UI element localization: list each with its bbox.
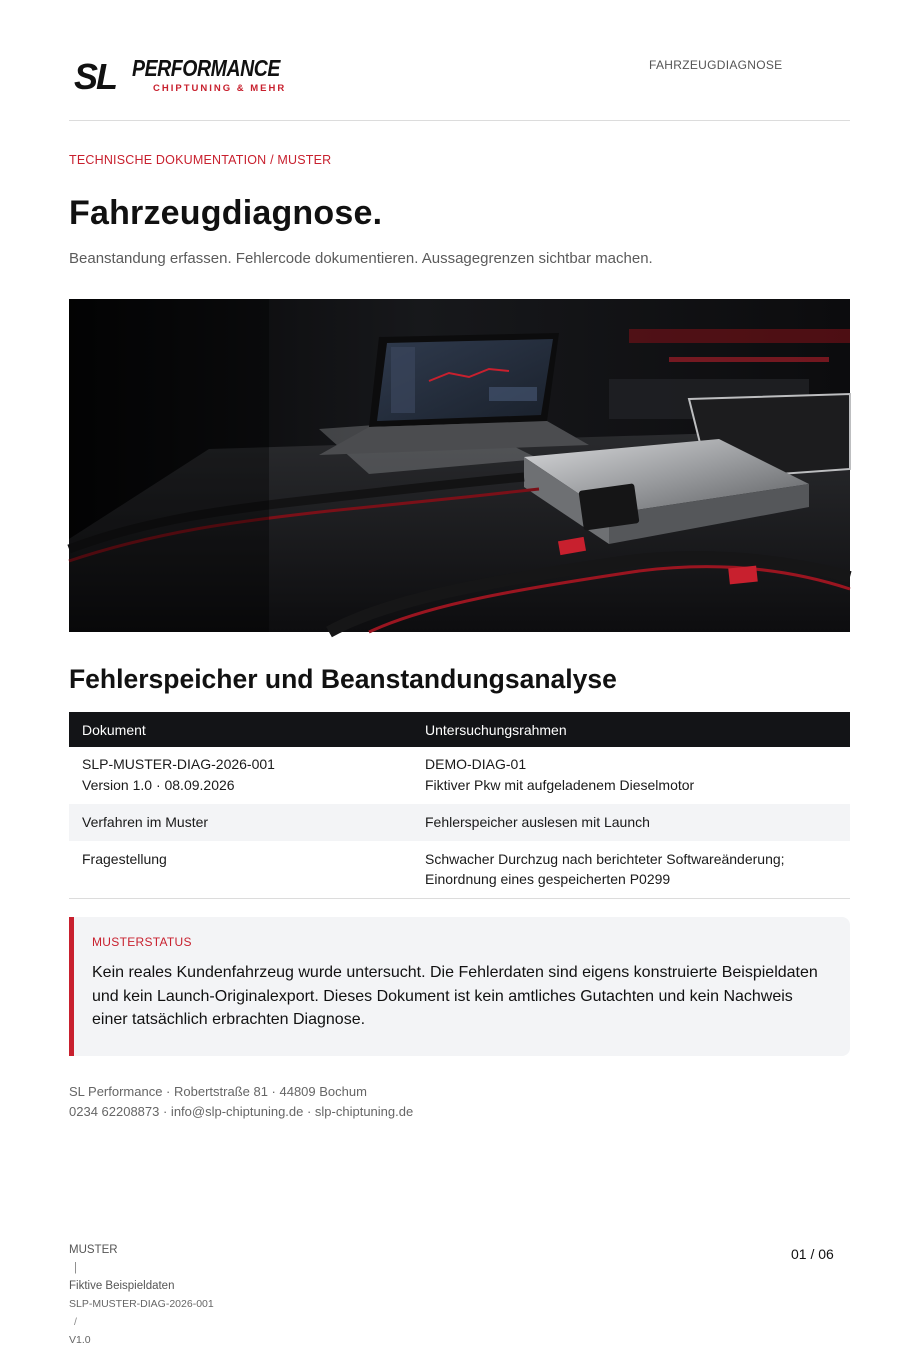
footer-status: MUSTER: [69, 1244, 118, 1256]
footer-slash: /: [74, 1316, 77, 1328]
footer-version: V1.0: [69, 1334, 91, 1346]
page-title: Fahrzeugdiagnose.: [69, 194, 383, 232]
logo-wordmark: PERFORMANCE: [132, 55, 281, 81]
contact-address: SL Performance · Robertstraße 81 · 44809 Bochum: [69, 1084, 367, 1099]
header-divider: [69, 120, 850, 121]
document-id: SLP-MUSTER-DIAG-2026-001: [82, 756, 275, 772]
footer-status-note: Fiktive Beispieldaten: [69, 1280, 175, 1292]
footer-separator: |: [74, 1262, 77, 1274]
footer-status-line: [69, 1241, 214, 1295]
table-cell: [412, 841, 850, 899]
document-version: Version 1.0 · 08.09.2026: [82, 777, 235, 793]
breadcrumb: TECHNISCHE DOKUMENTATION / MUSTER: [69, 153, 332, 167]
section-heading: Fehlerspeicher und Beanstandungsanalyse: [69, 664, 617, 694]
column-header-document: Dokument: [69, 712, 412, 747]
contact-details: 0234 62208873 · info@slp-chiptuning.de · slp-chiptuning.de: [69, 1104, 414, 1119]
table-cell: [412, 747, 850, 804]
table-cell: Verfahren im Muster: [69, 804, 412, 841]
table-row: [69, 841, 850, 899]
question-line-1: Schwacher Durchzug nach berichteter Softwareänderung;: [425, 851, 785, 867]
column-header-scope: Untersuchungsrahmen: [412, 712, 850, 747]
table-row: [69, 747, 850, 804]
logo-initials: SL: [74, 56, 117, 97]
table-cell: [69, 747, 412, 804]
table-cell: Fehlerspeicher auslesen mit Launch: [412, 804, 850, 841]
hero-image: [69, 299, 850, 632]
table-header-row: [69, 712, 850, 747]
document-info-table: [69, 712, 850, 899]
footer-doc-line: [69, 1295, 214, 1349]
notice-text: Kein reales Kundenfahrzeug wurde untersucht. Die Fehlerdaten sind eigens konstruierte Beispieldaten und kein Launch-Originalexport. Dieses Dokument ist kein amtliches Gutachten und kein Nachweis einer tatsächlich erbrachten Diagnose.: [92, 964, 818, 1028]
table-row: [69, 804, 850, 841]
logo-tagline: CHIPTUNING & MEHR: [153, 83, 287, 94]
scope-vehicle: Fiktiver Pkw mit aufgeladenem Dieselmotor: [425, 777, 695, 793]
scope-id: DEMO-DIAG-01: [425, 756, 527, 772]
footer-meta: [69, 1241, 214, 1349]
contact-block: [69, 1082, 413, 1122]
ecu-workbench-illustration: [69, 299, 850, 632]
sl-performance-logo: [74, 54, 287, 97]
table-cell: Fragestellung: [69, 841, 412, 899]
page-subtitle: Beanstandung erfassen. Fehlercode dokumentieren. Aussagegrenzen sichtbar machen.: [69, 250, 653, 267]
question-line-2: Einordnung eines gespeicherten P0299: [425, 871, 671, 887]
footer-doc-id: SLP-MUSTER-DIAG-2026-001: [69, 1298, 214, 1310]
header-section-label: FAHRZEUGDIAGNOSE: [649, 58, 783, 72]
page-number: 01 / 06: [791, 1246, 834, 1262]
sample-status-notice: [69, 917, 850, 1056]
notice-label: MUSTERSTATUS: [92, 935, 192, 949]
